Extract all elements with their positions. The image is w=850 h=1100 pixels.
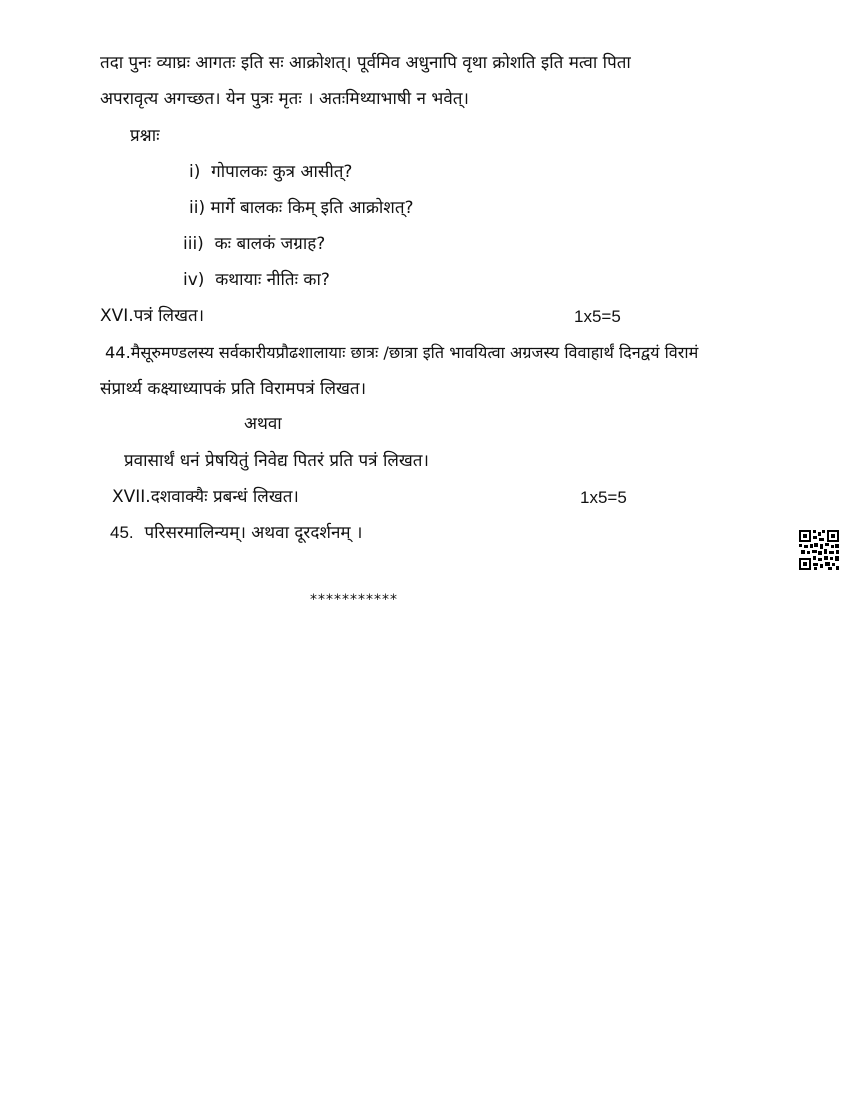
question-3: [183, 233, 325, 255]
question-text: गोपालकः कुत्र आसीत्?: [211, 162, 353, 182]
story-line-1: तदा पुनः व्याघ्रः आगतः इति सः आक्रोशत्। पूर्वमिव अधुनापि वृथा क्रोशति इति मत्वा पिता: [100, 53, 631, 73]
question-text: कथायाः नीतिः का?: [215, 270, 330, 290]
question-number: i): [189, 162, 201, 182]
question-number: ii): [189, 198, 206, 218]
section-16-title: XVI.पत्रं लिखत।: [100, 306, 205, 326]
question-number: iii): [183, 234, 204, 254]
alternative-letter: प्रवासार्थं धनं प्रेषयितुं निवेद्य पितरं प्रति पत्रं लिखत।: [124, 451, 429, 471]
question-4: [183, 269, 330, 291]
question-number: iv): [183, 270, 205, 290]
section-16-marks: 1x5=5: [574, 307, 621, 326]
question-45-text: परिसरमालिन्यम्। अथवा दूरदर्शनम् ।: [144, 523, 363, 543]
question-44-line-2: संप्रार्थ्य कक्ष्याध्यापकं प्रति विरामपत्रं लिखत।: [100, 379, 367, 399]
section-17-marks: 1x5=5: [580, 488, 627, 507]
or-label: अथवा: [244, 414, 282, 434]
question-2: [189, 197, 414, 219]
question-text: कः बालकं जग्राह?: [214, 234, 326, 254]
question-45: [110, 522, 362, 544]
questions-heading: प्रश्नाः: [130, 126, 160, 146]
question-text: मार्गे बालकः किम् इति आक्रोशत्?: [210, 198, 414, 218]
question-1: [189, 161, 352, 183]
question-44-line-1: 44.मैसूरुमण्डलस्य सर्वकारीयप्रौढशालायाः छात्रः /छात्रा इति भावयित्वा अग्रजस्य विवाहार्थं दिनद्वयं विरामं: [105, 343, 699, 362]
end-stars: ***********: [310, 592, 398, 608]
qr-code-icon: [799, 530, 839, 570]
question-45-number: 45.: [110, 523, 134, 542]
section-17-title: XVII.दशवाक्यैः प्रबन्धं लिखत।: [112, 487, 299, 507]
story-line-2: अपरावृत्य अगच्छत। येन पुत्रः मृतः । अतःमिथ्याभाषी न भवेत्।: [100, 89, 469, 109]
